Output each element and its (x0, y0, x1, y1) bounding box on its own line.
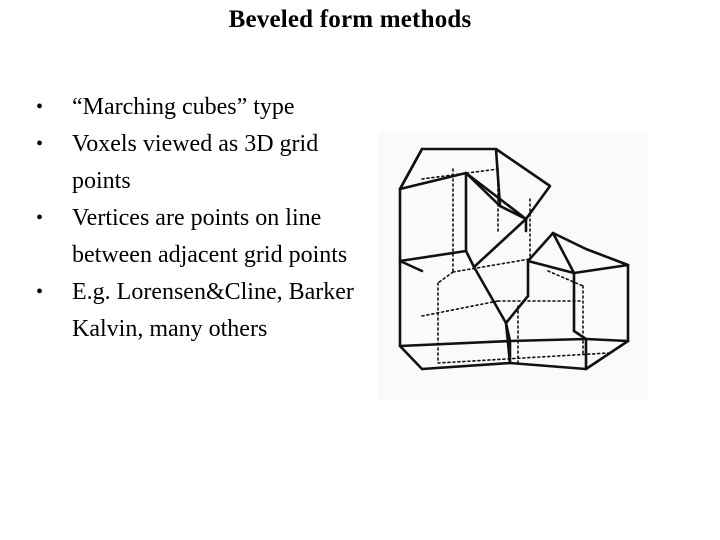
visible-edges (400, 149, 628, 369)
bullet-text: Voxels viewed as 3D grid points (72, 131, 319, 194)
bullet-dot: • (36, 133, 44, 155)
bullet-dot: • (36, 281, 44, 303)
bullet-item (36, 274, 366, 348)
bullet-text: “Marching cubes” type (72, 94, 295, 120)
beveled-voxel-surface-wireframe-icon (378, 131, 648, 401)
bullet-item (36, 200, 366, 274)
bullet-list (36, 89, 366, 348)
bullet-item (36, 89, 366, 126)
bullet-item (36, 126, 366, 200)
slide-title: Beveled form methods (228, 6, 472, 33)
bullet-dot: • (36, 207, 44, 229)
bullet-dot: • (36, 96, 44, 118)
bullet-text: E.g. Lorensen&Cline, Barker Kalvin, many others (72, 279, 354, 342)
bullet-text: Vertices are points on line between adjacent grid points (72, 205, 348, 268)
